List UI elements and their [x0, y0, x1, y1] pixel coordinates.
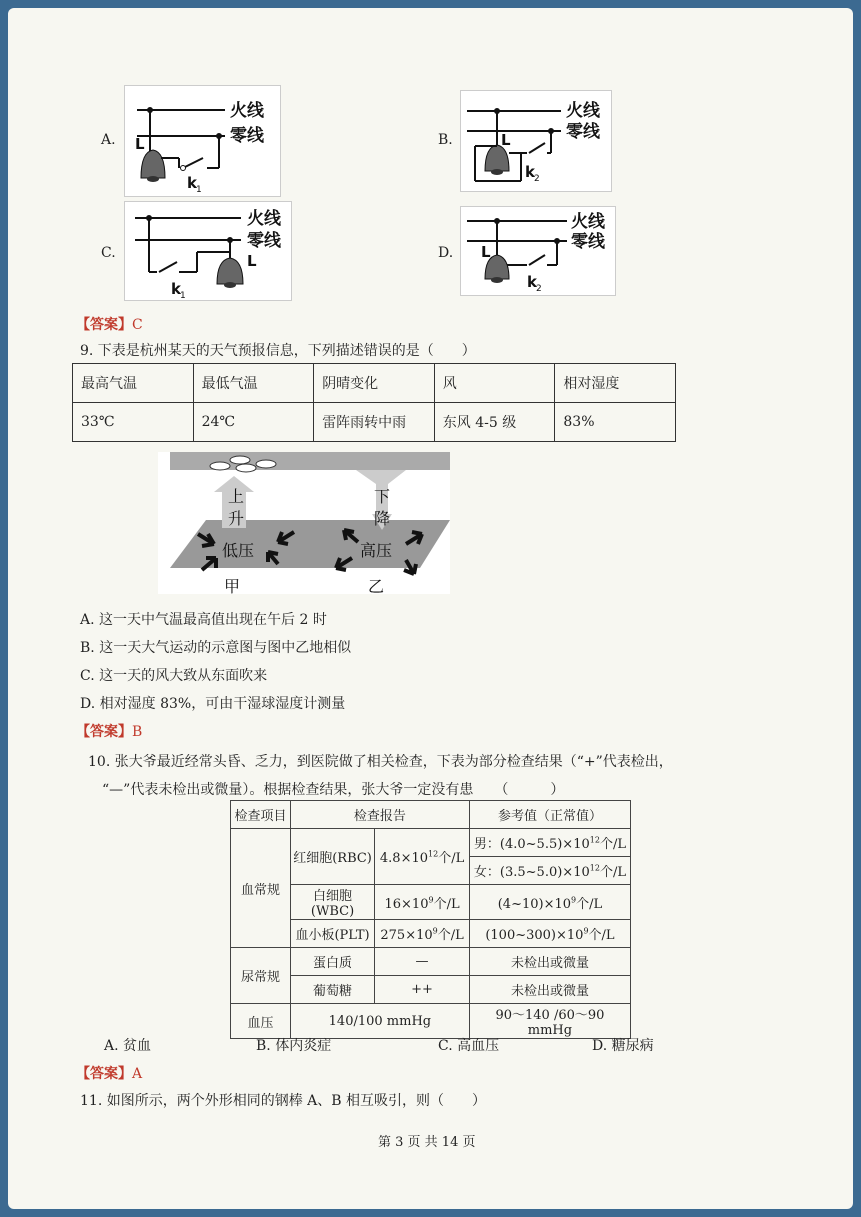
- switch-subscript: 2: [534, 174, 540, 184]
- q10-option-c: C. 高血压: [438, 1038, 500, 1054]
- sinking-label-2: 降: [374, 509, 391, 528]
- neutral-wire-label: 零线: [571, 232, 605, 252]
- q10-option-d: D. 糖尿病: [592, 1038, 654, 1054]
- q11-stem: 11. 如图所示，两个外形相同的钢棒 A、B 相互吸引，则（ ）: [80, 1093, 487, 1109]
- table-header-row: 最高气温 最低气温 阴晴变化 风 相对湿度: [73, 364, 676, 403]
- table-row: 血小板(PLT) $275\times 10^9$个/L $(100\sim 300)\times 10^9$个/L: [231, 920, 631, 948]
- switch-label: k: [525, 163, 535, 181]
- hot-wire-label: 火线: [571, 212, 605, 232]
- lamp-label: L: [247, 252, 257, 270]
- medical-exam-table: [230, 800, 631, 1039]
- table-row: 女：$(3.5\sim 5.0)\times 10^{12}$个/L: [231, 857, 631, 885]
- circuit-diagram-b: [460, 90, 612, 192]
- q10-stem-line2: “—”代表未检出或微量）。根据检查结果，张大爷一定没有患 （ ）: [102, 782, 565, 798]
- circuit-diagram-c: [124, 201, 292, 301]
- option-a-letter: A.: [101, 132, 116, 148]
- page-number: 第 3 页 共 14 页: [378, 1135, 476, 1150]
- table-row: 血常规 红细胞(RBC) $4.8\times 10^{12}$个/L 男：$(4.0\sim 5.5)\times 10^{12}$个/L: [231, 829, 631, 857]
- lamp-label: L: [135, 135, 145, 153]
- switch-subscript: 2: [536, 284, 542, 294]
- q10-option-a: A. 贫血: [104, 1038, 152, 1054]
- table-row: 血压 140/100 mmHg 90～140 /60～90 mmHg: [231, 1004, 631, 1039]
- q8-answer: 【答案】C: [76, 317, 143, 333]
- weather-forecast-table: [72, 363, 676, 442]
- q10-stem-line1: 10. 张大爷最近经常头昏、乏力，到医院做了相关检查，下表为部分检查结果（“+”代表检出，: [88, 754, 673, 770]
- neutral-wire-label: 零线: [566, 122, 600, 142]
- hot-wire-label: 火线: [230, 101, 264, 121]
- switch-label: k: [171, 280, 181, 298]
- table-row: 白细胞(WBC) $16\times 10^9$个/L $(4\sim 10)\times 10^9$个/L: [231, 885, 631, 920]
- neutral-wire-label: 零线: [247, 231, 281, 251]
- q9-option-b: B. 这一天大气运动的示意图与图中乙地相似: [80, 640, 352, 656]
- table-row: 33℃ 24℃ 雷阵雨转中雨 东风 4-5 级 83%: [73, 403, 676, 442]
- low-pressure-label: 低压: [222, 541, 255, 560]
- neutral-wire-label: 零线: [230, 126, 264, 146]
- location-a-label: 甲: [224, 577, 241, 594]
- location-b-label: 乙: [368, 577, 385, 594]
- q9-answer: 【答案】B: [76, 724, 143, 740]
- switch-label: k: [187, 174, 197, 192]
- rising-label-2: 升: [228, 509, 245, 528]
- q9-option-a: A. 这一天中气温最高值出现在午后 2 时: [80, 612, 327, 628]
- circuit-diagram-a: [124, 85, 281, 197]
- lamp-label: L: [501, 131, 511, 149]
- rising-label-1: 上: [228, 487, 245, 506]
- switch-label: k: [527, 273, 537, 291]
- document-page: [8, 8, 853, 1209]
- hot-wire-label: 火线: [566, 101, 600, 121]
- q9-option-d: D. 相对湿度 83%，可由干湿球湿度计测量: [80, 696, 346, 712]
- q10-answer: 【答案】A: [76, 1066, 143, 1082]
- table-row: 尿常规 蛋白质 — 未检出或微量: [231, 948, 631, 976]
- option-b-letter: B.: [438, 132, 453, 148]
- switch-subscript: 1: [196, 185, 202, 195]
- air-pressure-diagram: [158, 452, 450, 594]
- hot-wire-label: 火线: [247, 209, 281, 229]
- table-header-row: 检查项目 检查报告 参考值（正常值）: [231, 801, 631, 829]
- option-c-letter: C.: [101, 245, 116, 261]
- q10-option-b: B. 体内炎症: [256, 1038, 332, 1054]
- high-pressure-label: 高压: [360, 541, 393, 560]
- q9-option-c: C. 这一天的风大致从东面吹来: [80, 668, 268, 684]
- table-row: 葡萄糖 ++ 未检出或微量: [231, 976, 631, 1004]
- switch-subscript: 1: [180, 291, 186, 300]
- sinking-label-1: 下: [374, 487, 391, 506]
- option-d-letter: D.: [438, 245, 454, 261]
- q9-stem: 9. 下表是杭州某天的天气预报信息，下列描述错误的是（ ）: [80, 343, 476, 359]
- lamp-label: L: [481, 243, 491, 261]
- circuit-diagram-d: [460, 206, 616, 296]
